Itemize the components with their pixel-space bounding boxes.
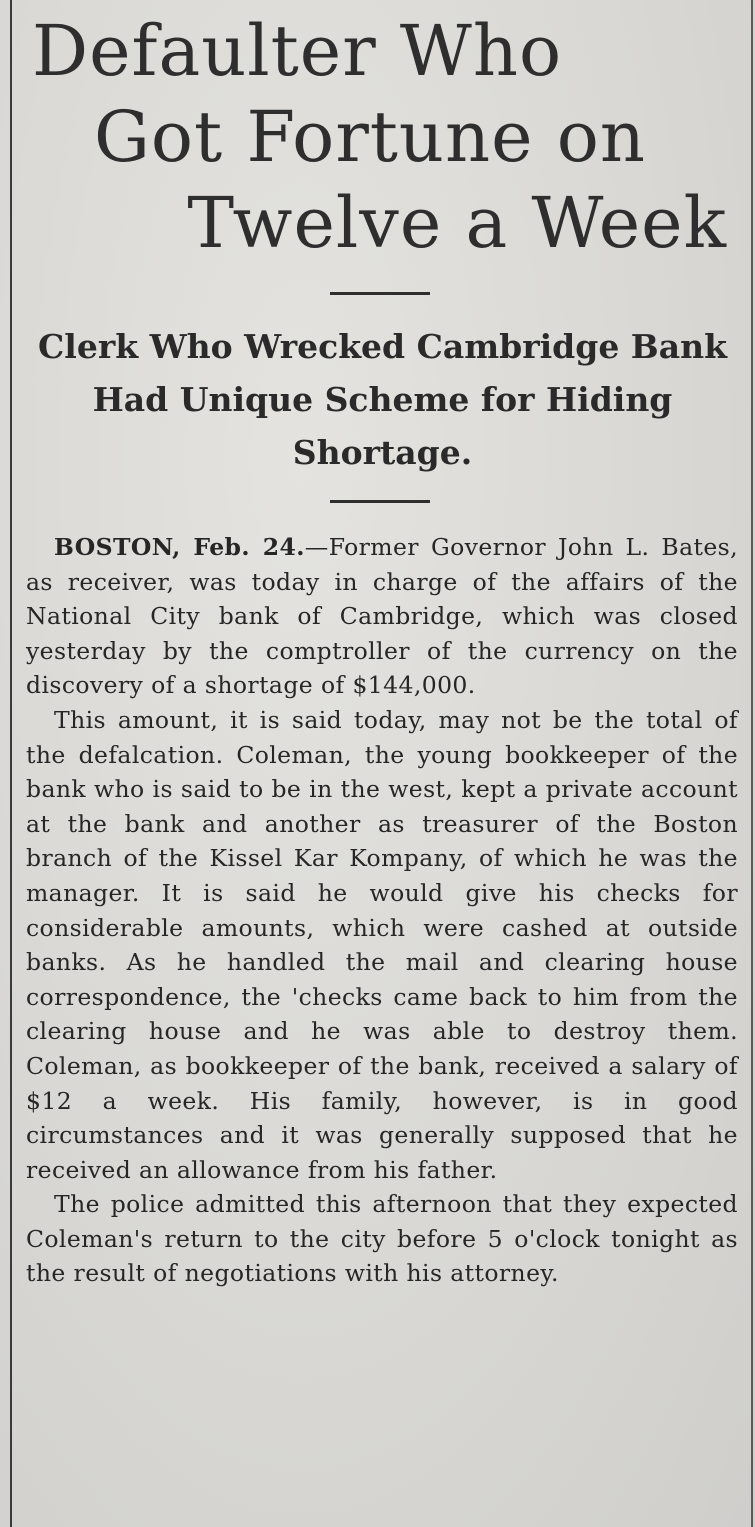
subhead-line-1: Clerk Who Wrecked Cambridge Bank: [38, 327, 727, 366]
article-body: [26, 530, 738, 1291]
subhead-line-2: Had Unique Scheme for Hiding: [92, 380, 673, 419]
divider-rule-bottom: [330, 500, 430, 503]
paragraph-1-text: —Former Governor John L. Bates, as receiver, was today in charge of the affairs of the National City bank of Cambridge, which was closed yesterday by the comptroller of the currency on the discovery of a shortage of $144,000.: [26, 533, 738, 700]
headline-line-3: Twelve a Week: [187, 182, 727, 264]
column-rule-right: [751, 0, 753, 1527]
paragraph-3: The police admitted this afternoon that they expected Coleman's return to the city before 5 o'clock tonight as the result of negotiations with his attorney.: [26, 1190, 738, 1288]
headline-line-1: Defaulter Who: [32, 10, 563, 92]
headline: [22, 8, 747, 266]
subheadline: [20, 320, 745, 479]
dateline: BOSTON, Feb. 24.: [54, 533, 305, 561]
headline-line-2: Got Fortune on: [94, 96, 646, 178]
subhead-line-3: Shortage.: [292, 433, 473, 472]
paragraph-2: This amount, it is said today, may not be the total of the defalcation. Coleman, the young bookkeeper of the bank who is said to be in the west, kept a private account at the bank and another as treasurer of the Boston branch of the Kissel Kar Kompany, of which he was the manager. It is said he would give his checks for considerable amounts, which were cashed at outside banks. As he handled the mail and clearing house correspondence, the 'checks came back to him from the clearing house and he was able to destroy them. Coleman, as bookkeeper of the bank, received a salary of $12 a week. His family, however, is in good circumstances and it was generally supposed that he received an allowance from his father.: [26, 705, 738, 1184]
divider-rule-top: [330, 292, 430, 295]
column-rule-left: [10, 0, 12, 1527]
paragraph-1: [26, 530, 738, 703]
